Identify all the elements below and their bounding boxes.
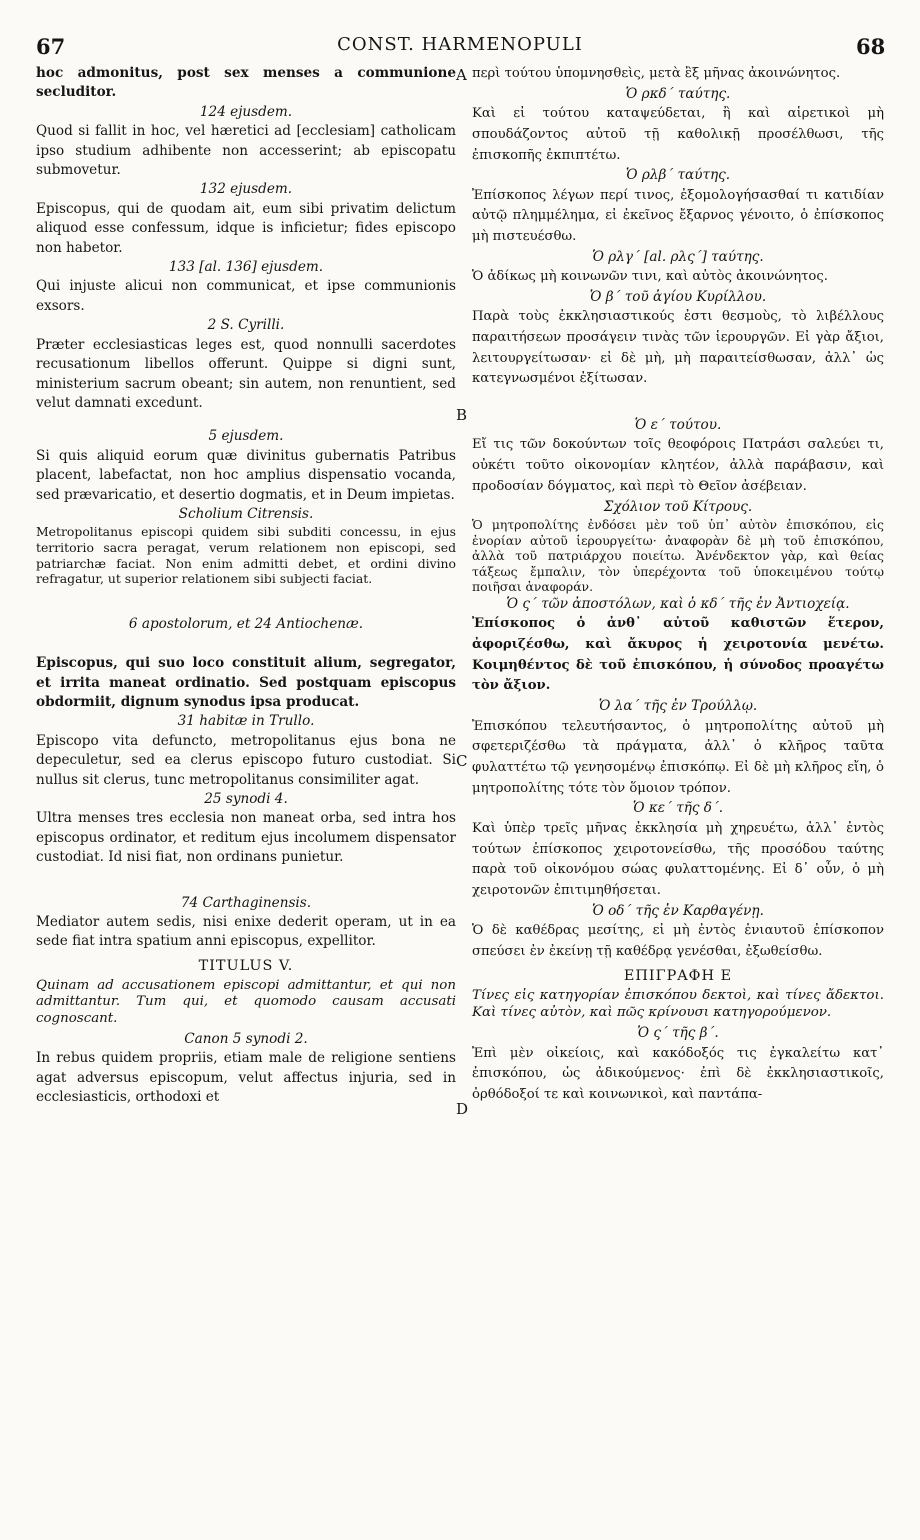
latin-paragraph: Qui injuste alicui non communicat, et ipse communionis exsors. bbox=[36, 278, 456, 314]
page-number-right: 68 bbox=[856, 34, 886, 59]
greek-canon-heading: Ὁ ρκδ´ ταύτης. bbox=[625, 85, 731, 102]
latin-scholium-heading: Scholium Citrensis. bbox=[178, 505, 314, 522]
latin-paragraph: hoc admonitus, post sex menses a communione secluditor. bbox=[36, 65, 456, 101]
greek-paragraph: Ὁ δὲ καθέδρας μεσίτης, εἰ μὴ ἐντὸς ἐνιαυτοῦ ἐπίσκοπον σπεύσει ἐν ἐκείνῃ τῇ καθέδρᾳ γενέσθαι, ἐξωθείσθω. bbox=[472, 923, 884, 959]
greek-paragraph: Ἐπίσκοπος λέγων περί τινος, ἐξομολογήσασθαί τι κατιδίαν αὐτῷ πλημμέλημα, εἰ ἐκεῖνος ἔξαρνος γένοιτο, ὁ ἐπίσκοπος μὴ πιστευέσθω. bbox=[472, 187, 884, 245]
greek-scholium-heading: Σχόλιον τοῦ Κίτρους. bbox=[603, 498, 753, 515]
latin-paragraph: Ultra menses tres ecclesia non maneat orba, sed intra hos episcopus ordinator, et reditum ejus incolumem dispensator custodiat. Id nisi fiat, non ordinans punietur. bbox=[36, 810, 456, 866]
latin-canon-heading: 133 [al. 136] ejusdem. bbox=[168, 259, 324, 276]
greek-canon-heading: Ὁ οδ´ τῆς ἐν Καρθαγένῃ. bbox=[592, 902, 764, 919]
greek-paragraph: Ἐπίσκοπος ὁ ἀνθ᾽ αὐτοῦ καθιστῶν ἕτερον, ἀφοριζέσθω, καὶ ἄκυρος ἡ χειροτονία μενέτω. Κοιμηθέντος δὲ τοῦ ἐπισκόπου, ἡ σύνοδος προαγέτω τὸν ἄξιον. bbox=[472, 616, 884, 694]
greek-canon-heading: Ὁ β´ τοῦ ἁγίου Κυρίλλου. bbox=[589, 288, 767, 305]
latin-paragraph: Quod si fallit in hoc, vel hæretici ad [ecclesiam] catholicam ipso studium adhibente non accesserint; ab episcopatu submovetur. bbox=[36, 123, 456, 179]
latin-scholium-text: Metropolitanus episcopi quidem sibi subditi concessu, in ejus territorio sacra peragat, verum relationem non episcopi, sed patriarchæ faciat. Non enim admitti debet, et ordini divino refragatur, ut superior relationem sibi subjecti faciat. bbox=[36, 524, 456, 587]
latin-titulus-heading: TITULUS V. bbox=[198, 957, 294, 974]
latin-paragraph: Præter ecclesiasticas leges est, quod nonnulli sacerdotes recusationum libellos offerunt. Quippe si digni sunt, ministerium sacrum obeant; sin autem, non renuntient, sed velut damnati excedunt. bbox=[36, 336, 456, 411]
page-number-left: 67 bbox=[36, 34, 66, 59]
greek-titulus-heading: ΕΠΙΓΡΑΦΗ Ε bbox=[623, 968, 733, 985]
latin-canon-heading: 6 apostolorum, et 24 Antiochenæ. bbox=[128, 615, 364, 632]
greek-paragraph: Ὁ ἀδίκως μὴ κοινωνῶν τινι, καὶ αὐτὸς ἀκοινώνητος. bbox=[472, 269, 828, 285]
greek-paragraph: Παρὰ τοὺς ἐκκλησιαστικούς ἐστι θεσμοὺς, τὸ λιβέλλους παραιτήσεων προσάγειν τινὰς τῶν ἱερουργῶν. Εἰ γὰρ ἄξιοι, λειτουργείτωσαν· εἰ δὲ μὴ, μὴ παραιτείσθωσαν, ἀλλ᾽ ὡς κατεγνωσμένοι ἐξίτωσαν. bbox=[472, 309, 884, 387]
greek-canon-heading: Ὁ ε´ τούτου. bbox=[634, 417, 722, 434]
greek-paragraph: Καὶ εἰ τούτου καταψεύδεται, ἢ καὶ αἱρετικοὶ μὴ σπουδάζοντος αὐτοῦ τῇ καθολικῇ προσέλθωσι, τῆς ἐπισκοπῆς ἐκπιπτέτω. bbox=[472, 106, 884, 163]
margin-letter-a: A bbox=[456, 66, 467, 84]
latin-canon-heading: Canon 5 synodi 2. bbox=[184, 1031, 308, 1048]
latin-paragraph: Si quis aliquid eorum quæ divinitus gubernatis Patribus placent, labefactat, non hoc amplius dispensatio vocanda, sed prævaricatio, et desertio dogmatis, et in Deum impietas. bbox=[36, 447, 456, 503]
greek-column bbox=[472, 64, 884, 1106]
greek-canon-heading: Ὁ ς´ τῆς β´. bbox=[637, 1025, 719, 1042]
latin-canon-heading: 31 habitæ in Trullo. bbox=[177, 713, 315, 730]
greek-scholium-text: Ὁ μητροπολίτης ἐνδόσει μὲν τοῦ ὑπ᾽ αὐτὸν ἐπισκόπου, εἰς ἐνορίαν αὐτοῦ ἱερουργείτω· ἀναφορὰν δὲ μὴ τοῦ ἐπισκόπου, ἀλλὰ τοῦ πατριάρχου ποιείτω. Ἀνένδεκτον γὰρ, καὶ θείας τάξεως ἔμπαλιν, τὸν ὑπερέχοντα τοῦ ὑποκειμένου τούτῳ ποιῆσαι ἀναφοράν. bbox=[472, 516, 884, 595]
greek-canon-heading: Ὁ ρλβ´ ταύτης. bbox=[625, 167, 731, 184]
greek-canon-heading: Ὁ ρλγ´ [al. ρλς´] ταύτης. bbox=[592, 248, 764, 265]
greek-paragraph: Ἐπισκόπου τελευτήσαντος, ὁ μητροπολίτης αὐτοῦ μὴ σφετεριζέσθω τὰ πράγματα, ἀλλ᾽ ὁ κλῆρος ταῦτα φυλαττέτω τῷ γενησομένῳ ἐπισκόπῳ. Εἰ δὲ μὴ κλῆρος εἴη, ὁ μητροπολίτης τότε τὸν ὅμοιον τρόπον. bbox=[472, 718, 884, 796]
latin-canon-heading: 25 synodi 4. bbox=[204, 790, 288, 807]
latin-paragraph: Episcopus, qui suo loco constituit alium, segregator, et irrita maneat ordinatio. Sed postquam episcopus obdormiit, dignum synodus ipsa producat. bbox=[36, 655, 456, 710]
greek-canon-heading: Ὁ λα´ τῆς ἐν Τρούλλῳ. bbox=[598, 698, 758, 715]
latin-canon-heading: 2 S. Cyrilli. bbox=[207, 317, 285, 334]
latin-canon-heading: 74 Carthaginensis. bbox=[180, 894, 312, 911]
latin-paragraph: Episcopo vita defuncto, metropolitanus ejus bona ne depeculetur, sed ea clerus episcopo futuro custodiat. Si nullus sit clerus, tunc metropolitanus consimiliter agat. bbox=[36, 732, 456, 788]
latin-titulus-description: Quinam ad accusationem episcopi admittantur, et qui non admittantur. Tum qui, et quomodo causam accusati cognoscant. bbox=[36, 977, 456, 1026]
greek-paragraph: περὶ τούτου ὑπομνησθεὶς, μετὰ ἓξ μῆνας ἀκοινώνητος. bbox=[472, 66, 841, 81]
latin-paragraph: Mediator autem sedis, nisi enixe dederit operam, ut in ea sede fiat intra spatium anni episcopus, expellitor. bbox=[36, 914, 456, 950]
greek-paragraph: Εἴ τις τῶν δοκούντων τοῖς θεοφόροις Πατράσι σαλεύει τι, οὐκέτι τοῦτο οἰκονομίαν κλητέον, ἀλλὰ παράβασιν, καὶ προδοσίαν δόγματος, καὶ περὶ τὸ Θεῖον ἀσέβειαν. bbox=[472, 437, 884, 494]
margin-letter-b: B bbox=[456, 406, 468, 424]
greek-canon-heading: Ὁ ς´ τῶν ἀποστόλων, καὶ ὁ κδ´ τῆς ἐν Ἀντιοχείᾳ. bbox=[506, 595, 850, 612]
latin-column bbox=[36, 64, 456, 1108]
running-header bbox=[0, 34, 920, 58]
margin-letter-d: D bbox=[456, 1100, 469, 1118]
running-title: CONST. HARMENOPULI bbox=[337, 34, 583, 55]
latin-canon-heading: 124 ejusdem. bbox=[199, 103, 293, 120]
latin-paragraph: Episcopus, qui de quodam ait, eum sibi privatim delictum aliquod esse confessum, idque is inficietur; fides episcopo non habetor. bbox=[36, 200, 456, 256]
latin-canon-heading: 5 ejusdem. bbox=[208, 428, 284, 445]
latin-paragraph: In rebus quidem propriis, etiam male de religione sentiens agat adversus episcopum, velut affectus injuria, sed in ecclesiasticis, orthodoxi et bbox=[36, 1050, 456, 1106]
latin-canon-heading: 132 ejusdem. bbox=[199, 181, 293, 198]
greek-canon-heading: Ὁ κε´ τῆς δ´. bbox=[632, 800, 724, 817]
margin-letter-c: C bbox=[456, 752, 468, 770]
greek-titulus-description: Τίνες εἰς κατηγορίαν ἐπισκόπου δεκτοὶ, καὶ τίνες ἄδεκτοι. Καὶ τίνες αὐτὸν, καὶ πῶς κρίνουσι κατηγορούμενον. bbox=[472, 988, 884, 1020]
greek-paragraph: Καὶ ὑπὲρ τρεῖς μῆνας ἐκκλησία μὴ χηρευέτω, ἀλλ᾽ ἐντὸς τούτων ἐπίσκοπος χειροτονείσθω, τῆς προσόδου ταύτης παρὰ τοῦ οἰκονόμου σώας φυλαττομένης. Εἰ δ᾽ οὖν, ὁ μὴ χειροτονῶν ἐπιτιμηθήσεται. bbox=[472, 820, 884, 898]
greek-paragraph: Ἐπὶ μὲν οἰκείοις, καὶ κακόδοξός τις ἐγκαλείτω κατ᾽ ἐπισκόπου, ὡς ἀδικούμενος· ἐπὶ δὲ ἐκκλησιαστικοῖς, ὀρθόδοξοί τε καὶ κοινωνικοὶ, καὶ παντάπα- bbox=[472, 1045, 884, 1103]
